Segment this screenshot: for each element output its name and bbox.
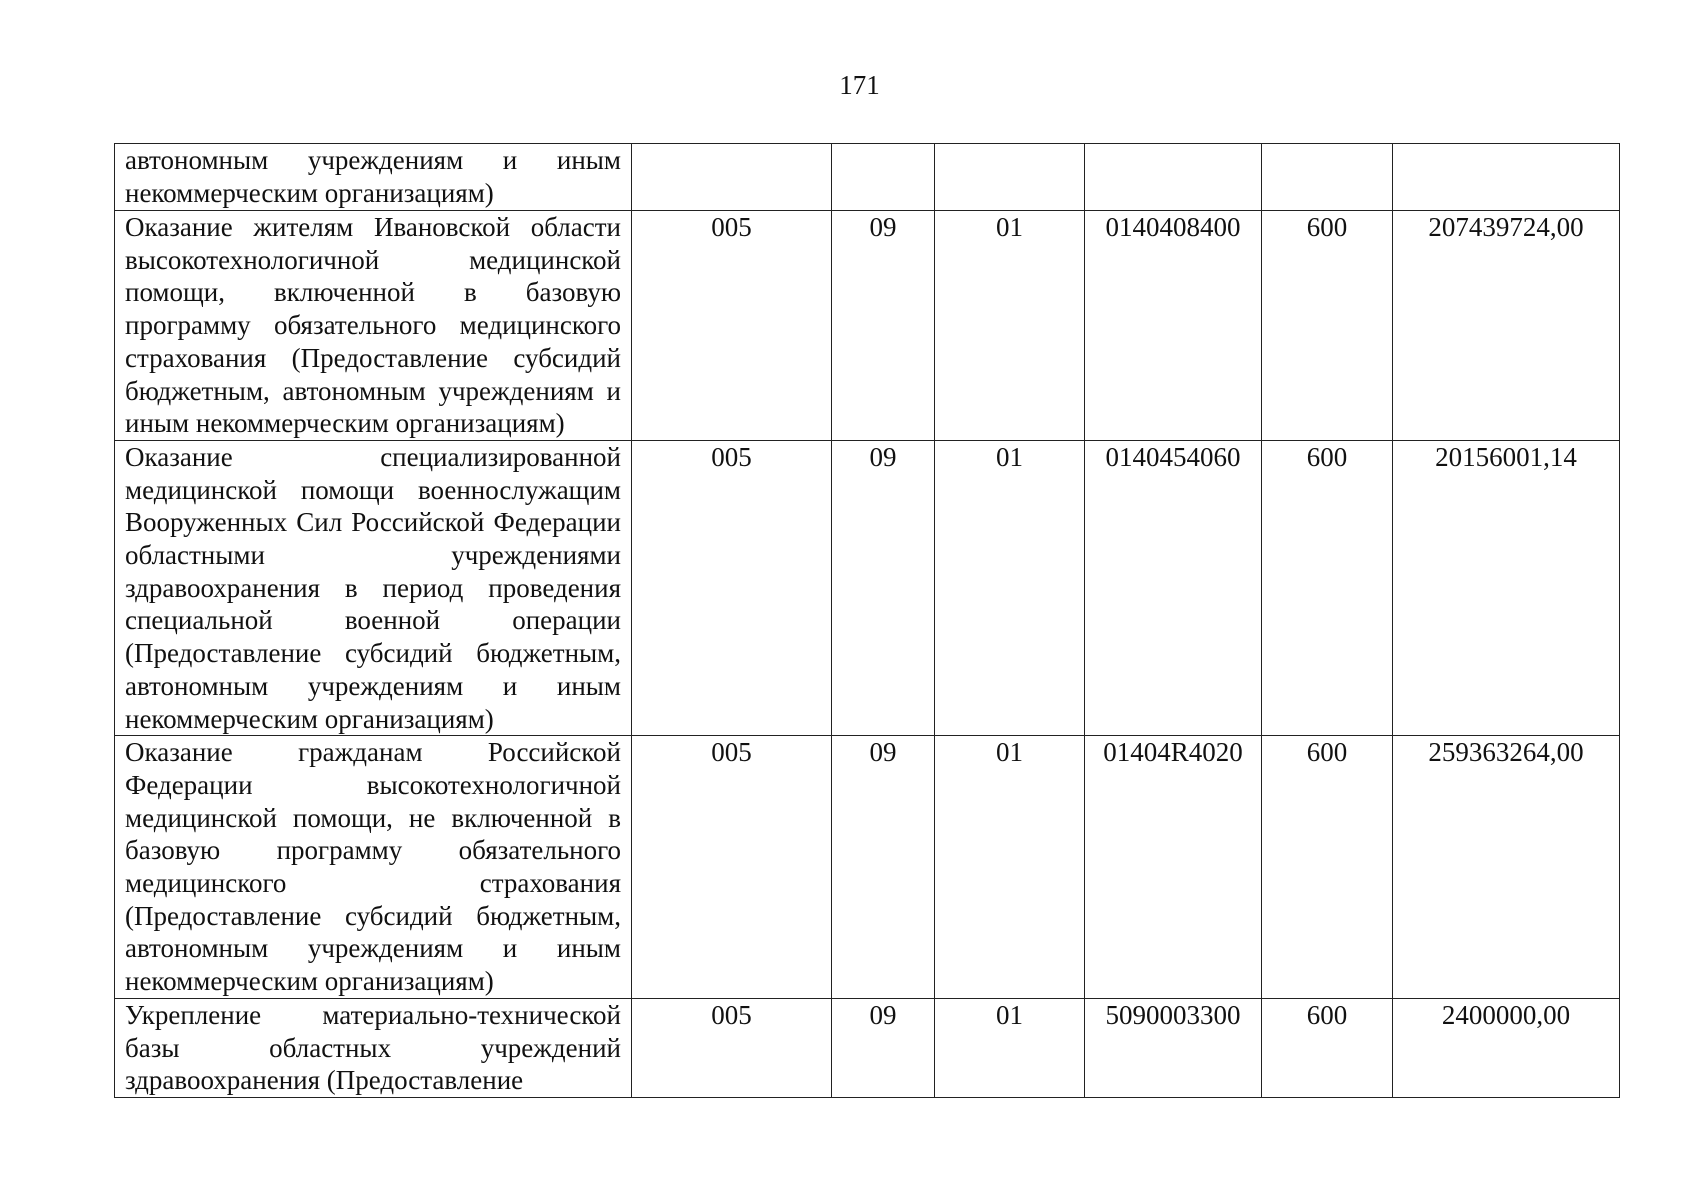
cell-rz: 09 — [832, 211, 935, 441]
cell-gr: 005 — [632, 736, 832, 999]
table-row — [115, 736, 1620, 999]
cell-sum — [1393, 144, 1620, 211]
cell-pr — [935, 144, 1085, 211]
row-description: Оказание жителям Ивановской области высокотехнологичной медицинской помощи, включенной в базовую программу обязательного медицинского страхования (Предоставление субсидий бюджетным, автономным учреждениям и иным некоммерческим организациям) — [115, 211, 632, 441]
cell-pr: 01 — [935, 211, 1085, 441]
row-description: Укрепление материально-технической базы областных учреждений здравоохранения (Предоставление — [115, 998, 632, 1097]
table-row — [115, 998, 1620, 1097]
cell-pr: 01 — [935, 998, 1085, 1097]
cell-vr: 600 — [1262, 998, 1393, 1097]
cell-cs: 5090003300 — [1085, 998, 1262, 1097]
cell-cs: 0140408400 — [1085, 211, 1262, 441]
table-row — [115, 211, 1620, 441]
cell-sum: 259363264,00 — [1393, 736, 1620, 999]
cell-cs: 0140454060 — [1085, 440, 1262, 735]
cell-rz: 09 — [832, 440, 935, 735]
cell-gr: 005 — [632, 998, 832, 1097]
cell-gr: 005 — [632, 211, 832, 441]
cell-vr: 600 — [1262, 440, 1393, 735]
cell-gr: 005 — [632, 440, 832, 735]
cell-sum: 207439724,00 — [1393, 211, 1620, 441]
cell-pr: 01 — [935, 736, 1085, 999]
page-number: 171 — [839, 70, 880, 100]
row-description: Оказание специализированной медицинской помощи военнослужащим Вооруженных Сил Российской Федерации областными учреждениями здравоохранения в период проведения специальной военной операции (Предоставление субсидий бюджетным, автономным учреждениям и иным некоммерческим организациям) — [115, 440, 632, 735]
row-description: Оказание гражданам Российской Федерации высокотехнологичной медицинской помощи, не включенной в базовую программу обязательного медицинского страхования (Предоставление субсидий бюджетным, автономным учреждениям и иным некоммерческим организациям) — [115, 736, 632, 999]
cell-vr: 600 — [1262, 736, 1393, 999]
cell-rz: 09 — [832, 736, 935, 999]
cell-vr — [1262, 144, 1393, 211]
row-description: автономным учреждениям и иным некоммерческим организациям) — [115, 144, 632, 211]
cell-gr — [632, 144, 832, 211]
cell-pr: 01 — [935, 440, 1085, 735]
cell-sum: 2400000,00 — [1393, 998, 1620, 1097]
table-row — [115, 144, 1620, 211]
cell-cs: 01404R4020 — [1085, 736, 1262, 999]
table-row — [115, 440, 1620, 735]
cell-rz — [832, 144, 935, 211]
cell-rz: 09 — [832, 998, 935, 1097]
budget-table — [114, 143, 1620, 1098]
cell-sum: 20156001,14 — [1393, 440, 1620, 735]
cell-vr: 600 — [1262, 211, 1393, 441]
cell-cs — [1085, 144, 1262, 211]
